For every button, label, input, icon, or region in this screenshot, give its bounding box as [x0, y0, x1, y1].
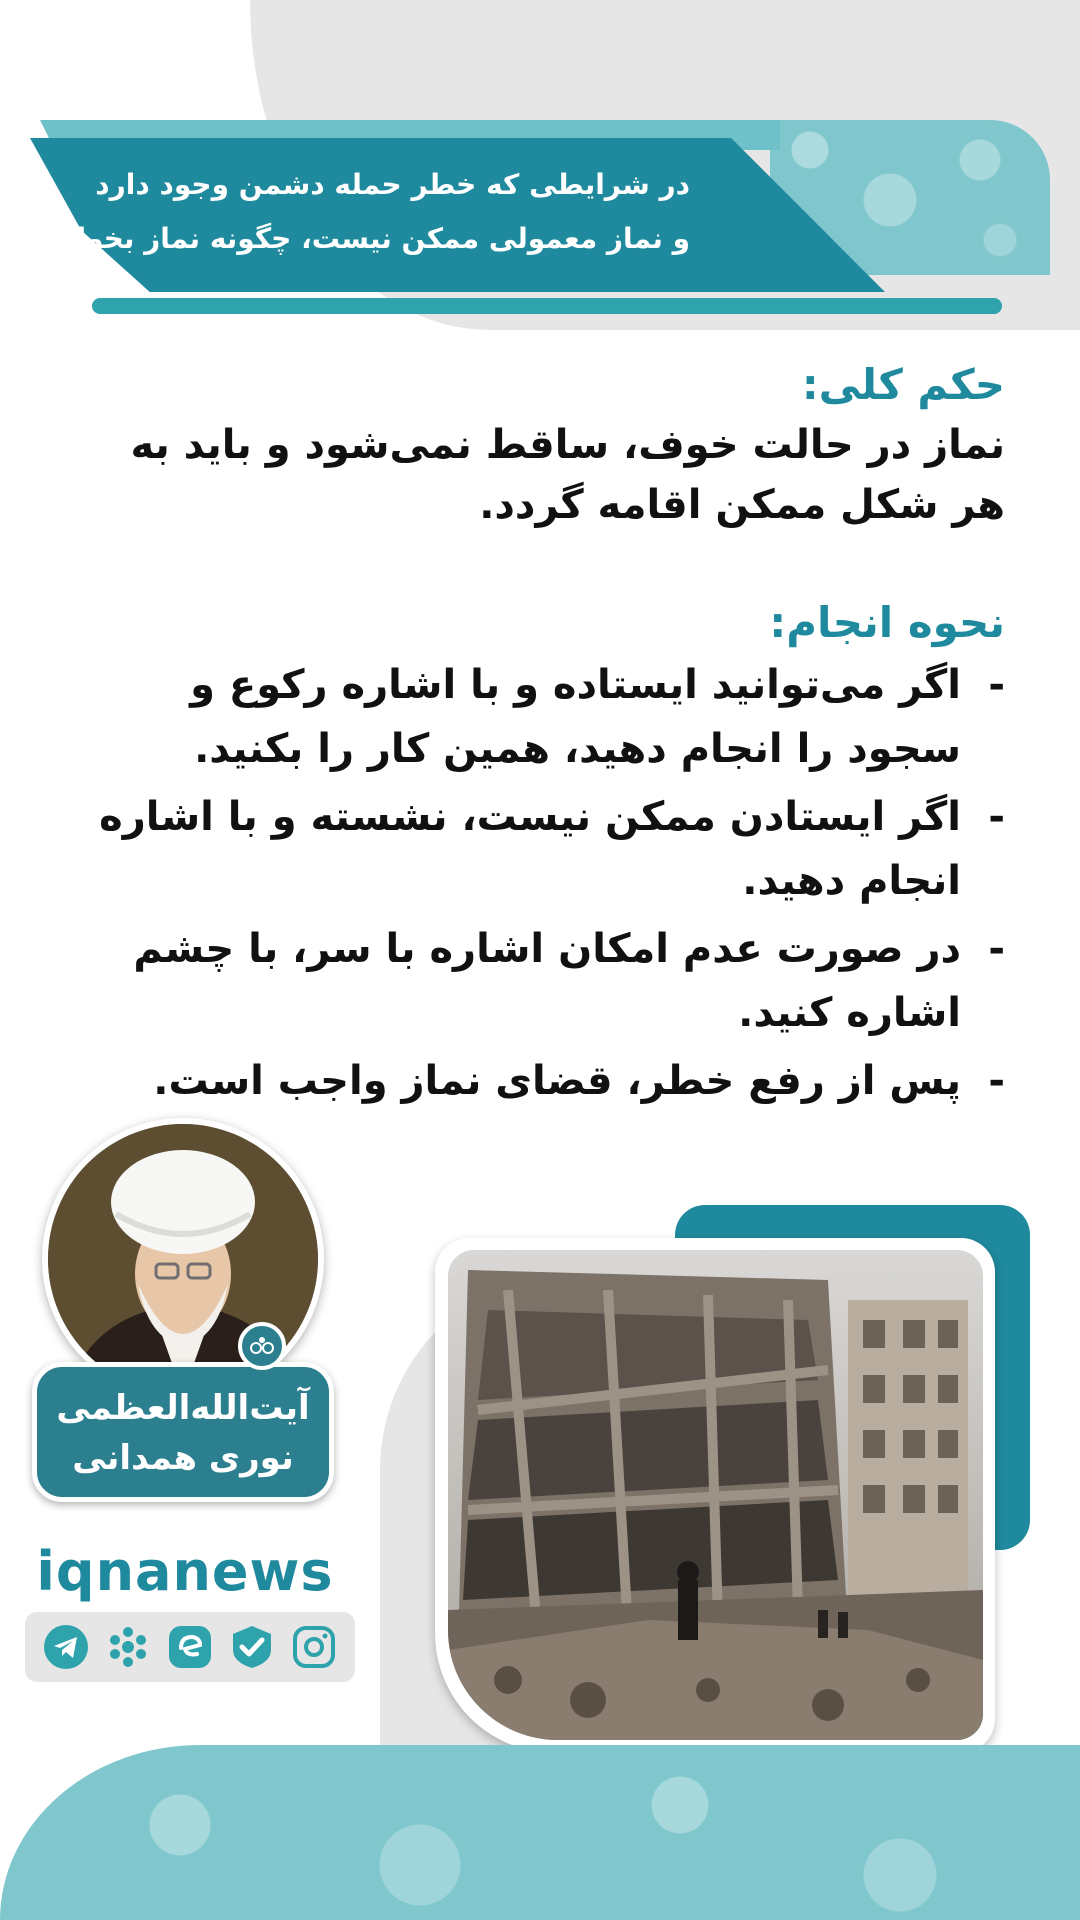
- list-bullet: -: [988, 794, 1005, 840]
- list-bullet: -: [988, 662, 1005, 708]
- scholar-nameplate: [32, 1362, 334, 1502]
- list-bullet: -: [988, 1058, 1005, 1104]
- list-item: [80, 1049, 1005, 1113]
- banner-title: [32, 158, 690, 266]
- bottom-floral-pattern: [0, 1745, 1080, 1920]
- scholar-title: آیت‌الله‌العظمی: [56, 1388, 310, 1428]
- list-item-text: پس از رفع خطر، قضای نماز واجب است.: [153, 1058, 961, 1104]
- banner-title-line-1: در شرایطی که خطر حمله دشمن وجود دارد: [95, 168, 690, 201]
- list-item-text: در صورت عدم امکان اشاره با سر، با چشم اشاره کنید.: [133, 926, 961, 1036]
- title-banner: [30, 120, 1050, 320]
- list-item-text: اگر ایستادن ممکن نیست، نشسته و با اشاره انجام دهید.: [99, 794, 961, 904]
- social-links-bar: [25, 1612, 355, 1682]
- ornament-icon: [238, 1322, 286, 1370]
- instagram-icon[interactable]: [289, 1622, 339, 1672]
- telegram-icon[interactable]: [41, 1622, 91, 1672]
- banner-underline: [92, 298, 1002, 314]
- list-bullet: -: [988, 926, 1005, 972]
- main-content: [80, 355, 1005, 1117]
- list-item: [80, 653, 1005, 781]
- eitaa-icon[interactable]: [165, 1622, 215, 1672]
- general-rule-text: نماز در حالت خوف، ساقط نمی‌شود و باید به هر شکل ممکن اقامه گردد.: [130, 422, 1005, 528]
- brand-logo: iqnanews: [36, 1540, 334, 1603]
- banner-title-line-2: و نماز معمولی ممکن نیست، چگونه نماز بخوانیم: [32, 222, 690, 255]
- rubble-illustration: [448, 1250, 983, 1740]
- rubika-icon[interactable]: [227, 1622, 277, 1672]
- bale-icon[interactable]: [103, 1622, 153, 1672]
- scholar-name: نوری همدانی: [72, 1438, 294, 1478]
- list-item-text: اگر می‌توانید ایستاده و با اشاره رکوع و سجود را انجام دهید، همین کار را بکنید.: [190, 662, 961, 772]
- general-rule-heading: حکم کلی:: [801, 360, 1005, 409]
- method-heading: نحوه انجام:: [769, 598, 1005, 647]
- destroyed-building-photo: [448, 1250, 983, 1740]
- method-list: [80, 653, 1005, 1113]
- list-item: [80, 917, 1005, 1045]
- list-item: [80, 785, 1005, 913]
